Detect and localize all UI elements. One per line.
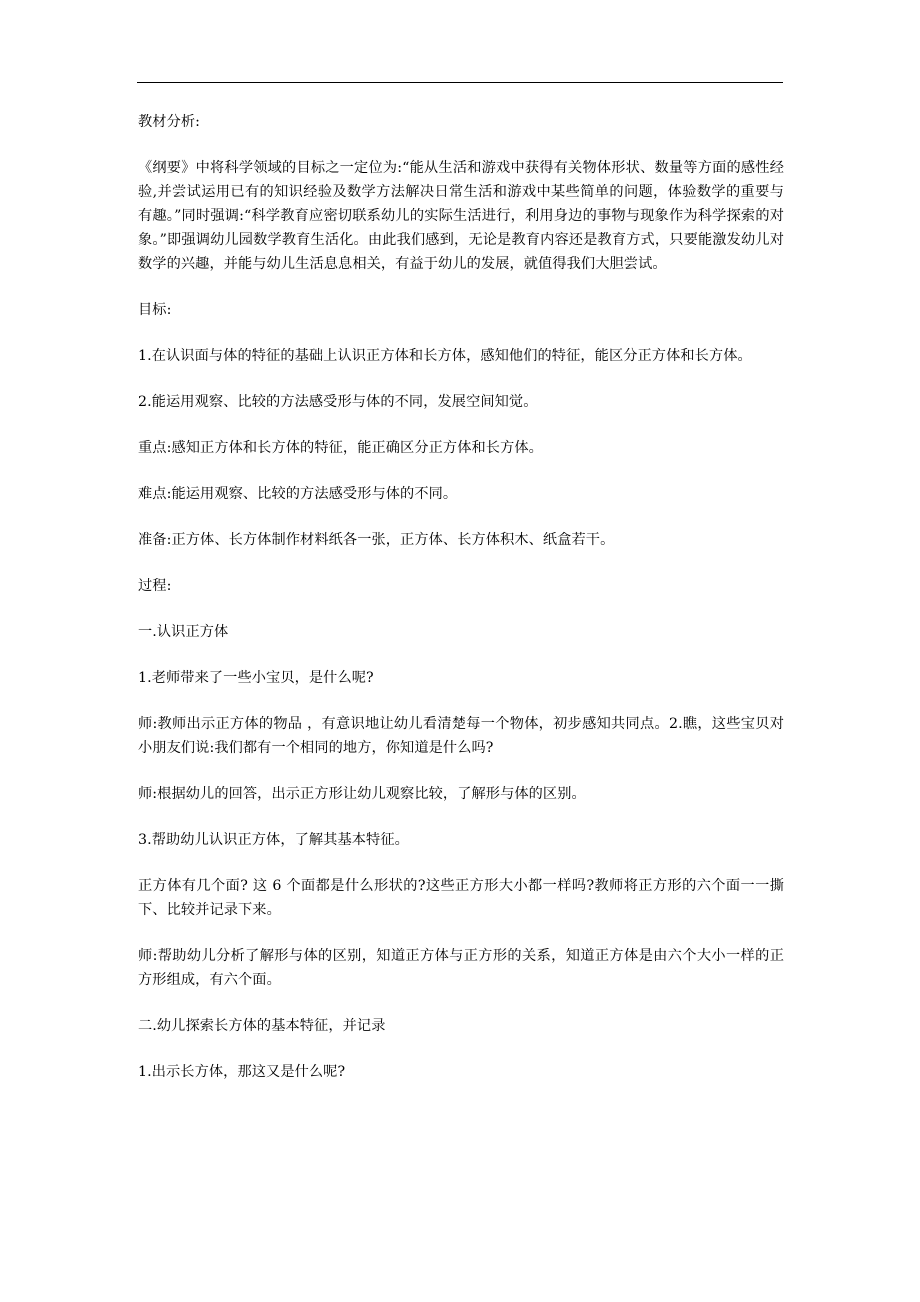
paragraph-guidelines-quote: 《纲要》中将科学领域的目标之一定位为:“能从生活和游戏中获得有关物体形状、数量等方面的感性经验,并尝试运用已有的知识经验及数学方法解决日常生活和游戏中某些简单的问题，体验数学的重要与有趣。”同时强调:“科学教育应密切联系幼儿的实际生活进行，利用身边的事物与现象作为科学探索的对象。”即强调幼儿园数学教育生活化。由此我们感到，无论是教育内容还是教育方式，只要能激发幼儿对数学的兴趣，并能与幼儿生活息息相关，有益于幼儿的发展，就值得我们大胆尝试。 bbox=[138, 160, 784, 272]
cube-faces-question: 正方体有几个面? 这 6 个面都是什么形状的?这些正方形大小都一样吗?教师将正方形的六个面一一撕下、比较并记录下来。 bbox=[138, 878, 784, 918]
cuboid-step-item-1: 1.出示长方体，那这又是什么呢? bbox=[138, 1064, 346, 1080]
document-body bbox=[138, 110, 784, 1106]
teacher-note-show-objects: 师:教师出示正方体的物品 ，有意识地让幼儿看清楚每一个物体，初步感知共同点。2.瞧，这些宝贝对小朋友们说:我们都有一个相同的地方，你知道是什么吗? bbox=[138, 716, 784, 756]
goal-item-2: 2.能运用观察、比较的方法感受形与体的不同，发展空间知觉。 bbox=[138, 394, 538, 410]
header-rule bbox=[137, 82, 783, 83]
section-heading-textbook-analysis: 教材分析: bbox=[138, 114, 201, 130]
section-heading-goals: 目标: bbox=[138, 302, 172, 318]
section-heading-process: 过程: bbox=[138, 578, 172, 594]
subsection-heading-cube: 一.认识正方体 bbox=[138, 624, 229, 640]
key-point: 重点:感知正方体和长方体的特征，能正确区分正方体和长方体。 bbox=[138, 440, 543, 456]
preparation: 准备:正方体、长方体制作材料纸各一张，正方体、长方体积木、纸盒若干。 bbox=[138, 532, 615, 548]
difficult-point: 难点:能运用观察、比较的方法感受形与体的不同。 bbox=[138, 486, 458, 502]
teacher-note-cube-summary: 师:帮助幼儿分析了解形与体的区别，知道正方体与正方形的关系，知道正方体是由六个大小一样的正方形组成，有六个面。 bbox=[138, 948, 784, 988]
step-item-1: 1.老师带来了一些小宝贝，是什么呢? bbox=[138, 670, 374, 686]
goal-item-1: 1.在认识面与体的特征的基础上认识正方体和长方体，感知他们的特征，能区分正方体和长方体。 bbox=[138, 348, 752, 364]
subsection-heading-cuboid: 二.幼儿探索长方体的基本特征，并记录 bbox=[138, 1018, 386, 1034]
step-item-3: 3.帮助幼儿认识正方体，了解其基本特征。 bbox=[138, 832, 409, 848]
teacher-note-compare-squares: 师:根据幼儿的回答，出示正方形让幼儿观察比较，了解形与体的区别。 bbox=[138, 786, 586, 802]
